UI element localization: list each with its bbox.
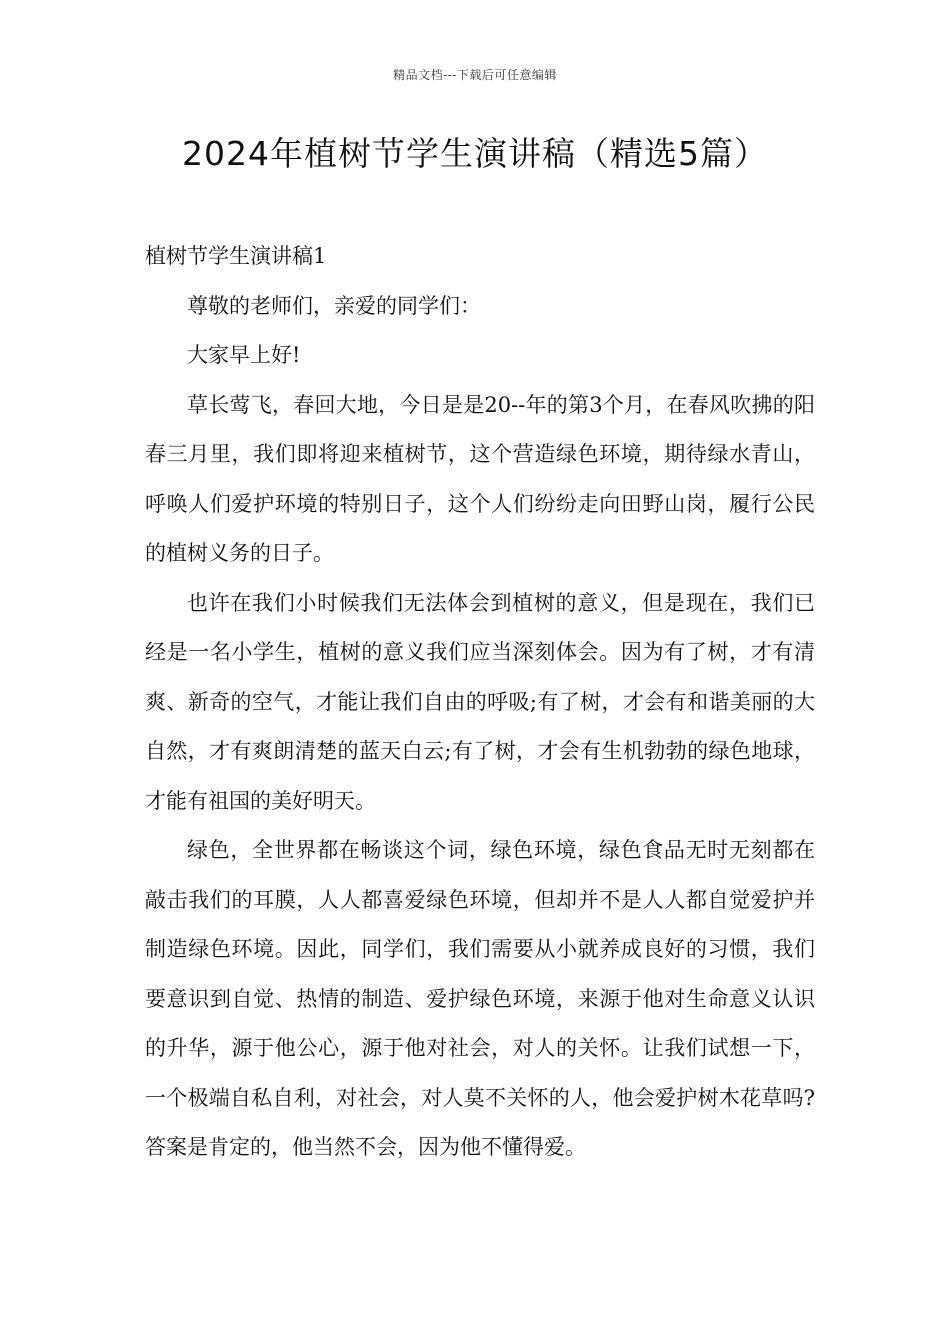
body-paragraph-2: 也许在我们小时候我们无法体会到植树的意义，但是现在，我们已经是一名小学生，植树的意义我们应当深刻体会。因为有了树，才有清爽、新奇的空气，才能让我们自由的呼吸;有了树，才会有和谐美丽的大自然，才有爽朗清楚的蓝天白云;有了树，才会有生机勃勃的绿色地球，才能有祖国的美好明天。 bbox=[145, 590, 815, 813]
salutation-paragraph: 尊敬的老师们，亲爱的同学们： bbox=[187, 293, 481, 318]
document-title: 2024年植树节学生演讲稿（精选5篇） bbox=[182, 134, 768, 173]
section-heading: 植树节学生演讲稿1 bbox=[145, 244, 327, 268]
greeting-paragraph: 大家早上好! bbox=[187, 343, 301, 367]
body-paragraph-3: 绿色，全世界都在畅谈这个词，绿色环境，绿色食品无时无刻都在敲击我们的耳膜，人人都喜爱绿色环境，但却并不是人人都自觉爱护并制造绿色环境。因此，同学们，我们需要从小就养成良好的习惯，我们要意识到自觉、热情的制造、爱护绿色环境，来源于他对生命意义认识的升华，源于他公心，源于他对社会，对人的关怀。让我们试想一下，一个极端自私自利，对社会，对人莫不关怀的人，他会爱护树木花草吗?答案是肯定的，他当然不会，因为他不懂得爱。 bbox=[145, 838, 815, 1159]
header-note: 精品文档---下载后可任意编辑 bbox=[393, 68, 557, 82]
document-body bbox=[145, 232, 815, 1173]
body-paragraph-1: 草长莺飞，春回大地，今日是是20--年的第3个月，在春风吹拂的阳春三月里，我们即将迎来植树节，这个营造绿色环境，期待绿水青山，呼唤人们爱护环境的特别日子，这个人们纷纷走向田野山岗，履行公民的植树义务的日子。 bbox=[145, 392, 815, 565]
